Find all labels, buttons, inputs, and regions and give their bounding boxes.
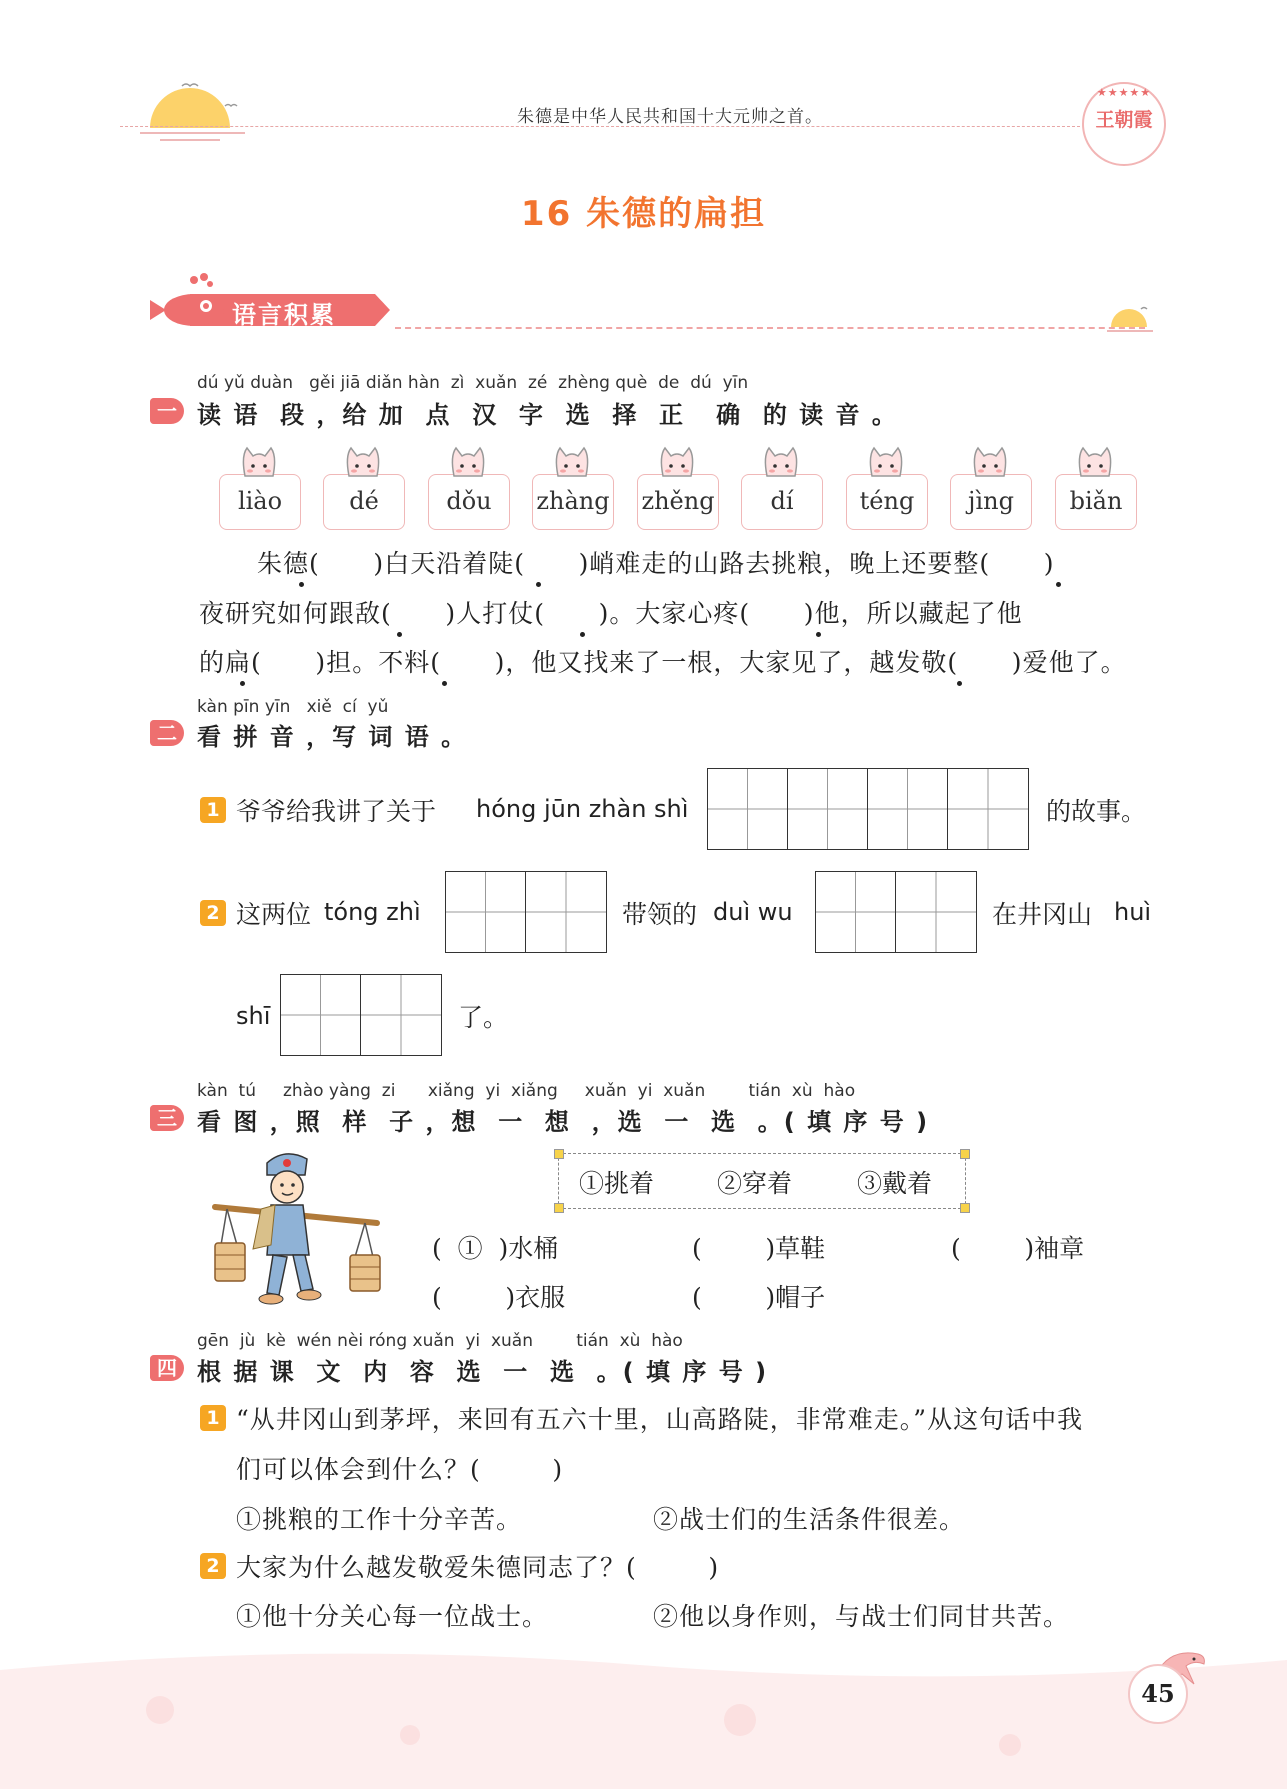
q2-instruction: 看 拼 音 ，写 词 语 。 bbox=[197, 723, 468, 751]
pinyin-card: dé bbox=[323, 474, 405, 530]
q2-item1-pinyin: hóng jūn zhàn shì bbox=[476, 795, 689, 823]
writing-grid[interactable] bbox=[280, 974, 442, 1056]
emphasis-dot bbox=[1056, 582, 1061, 587]
brand-name: 王朝霞 bbox=[1095, 109, 1153, 131]
q3-answer[interactable]: ( )草鞋 bbox=[692, 1234, 826, 1263]
q2-pinyin: kàn pīn yīn xiě cí yǔ bbox=[197, 697, 389, 717]
q2-item2-end: 了。 bbox=[458, 1003, 509, 1032]
q3-pinyin: kàn tú zhào yàng zi xiǎng yi xiǎng xuǎn yi xuǎn tián xù hào bbox=[197, 1081, 856, 1101]
soldier-carrying-buckets-illustration bbox=[205, 1145, 385, 1310]
emphasis-dot bbox=[442, 681, 447, 686]
q3-answer[interactable]: ( )袖章 bbox=[951, 1234, 1085, 1263]
q4-item2-number: 2 bbox=[200, 1553, 226, 1579]
q2-number-badge: 二 bbox=[150, 720, 184, 746]
q1-number-badge: 一 bbox=[150, 398, 184, 424]
q2-item2-pinyin4: shī bbox=[236, 1002, 271, 1030]
q4-item1-number: 1 bbox=[200, 1405, 226, 1431]
writing-cell[interactable] bbox=[948, 769, 1028, 849]
whale-spout-icon bbox=[186, 272, 216, 296]
options-box bbox=[558, 1153, 966, 1209]
writing-cell[interactable] bbox=[788, 769, 868, 849]
pinyin-card: jìng bbox=[950, 474, 1032, 530]
box-corner bbox=[960, 1203, 970, 1213]
q4-item1-line[interactable]: 们可以体会到什么？( ) bbox=[236, 1455, 564, 1484]
writing-cell[interactable] bbox=[816, 872, 896, 952]
brand-logo: ★★★★★ 王朝霞 bbox=[1082, 82, 1166, 166]
emphasis-dot bbox=[816, 632, 821, 637]
q2-item2-pinyin3: huì bbox=[1114, 898, 1152, 926]
q4-item2-option: ②他以身作则，与战士们同甘共苦。 bbox=[653, 1602, 1070, 1631]
q3-number-badge: 三 bbox=[150, 1105, 184, 1131]
pinyin-card: zhàng bbox=[532, 474, 614, 530]
writing-grid[interactable] bbox=[445, 871, 607, 953]
writing-cell[interactable] bbox=[526, 872, 606, 952]
pinyin-card: zhěng bbox=[637, 474, 719, 530]
writing-cell[interactable] bbox=[868, 769, 948, 849]
pinyin-card: dí bbox=[741, 474, 823, 530]
q1-paragraph-line: 的扁( )担。不料( )，他又找来了一根，大家见了，越发敬( )爱他了。 bbox=[199, 648, 1127, 677]
q2-item1-prefix: 爷爷给我讲了关于 bbox=[236, 797, 437, 826]
q4-pinyin: gēn jù kè wén nèi róng xuǎn yi xuǎn tián xù hào bbox=[197, 1331, 683, 1351]
q2-item2-mid: 带领的 bbox=[622, 900, 698, 929]
option-item: ①挑着 bbox=[579, 1169, 655, 1198]
writing-cell[interactable] bbox=[361, 975, 441, 1055]
q3-instruction: 看 图 ，照 样 子 ，想 一 想 ，选 一 选 。( 填 序 号 ) bbox=[197, 1108, 930, 1136]
writing-cell[interactable] bbox=[708, 769, 788, 849]
q2-item2-number: 2 bbox=[200, 900, 226, 926]
writing-cell[interactable] bbox=[896, 872, 976, 952]
q2-item2-suffix: 在井冈山 bbox=[992, 900, 1093, 929]
q4-item1-line: “从井冈山到茅坪，来回有五六十里，山高路陡，非常难走。”从这句话中我 bbox=[236, 1405, 1084, 1434]
emphasis-dot bbox=[397, 632, 402, 637]
q2-item1-suffix: 的故事。 bbox=[1046, 797, 1147, 826]
writing-cell[interactable] bbox=[446, 872, 526, 952]
box-corner bbox=[554, 1203, 564, 1213]
q1-paragraph-line: 夜研究如何跟敌( )人打仗( )。大家心疼( )他，所以藏起了他 bbox=[199, 599, 1023, 628]
section-label: 语言积累 bbox=[232, 301, 336, 329]
q1-pinyin: dú yǔ duàn gěi jiā diǎn hàn zì xuǎn zé zhèng què de dú yīn bbox=[197, 373, 749, 393]
cat-icon-row bbox=[219, 442, 1159, 482]
sun-decoration bbox=[140, 78, 250, 148]
box-corner bbox=[554, 1149, 564, 1159]
q4-item2-line[interactable]: 大家为什么越发敬爱朱德同志了？( ) bbox=[236, 1553, 720, 1582]
q4-instruction: 根 据 课 文 内 容 选 一 选 。( 填 序 号 ) bbox=[197, 1358, 769, 1386]
writing-cell[interactable] bbox=[281, 975, 361, 1055]
page-number: 45 bbox=[1128, 1664, 1188, 1724]
q1-paragraph-line: 朱德( )白天沿着陡( )峭难走的山路去挑粮，晚上还要整( ) bbox=[257, 549, 1055, 578]
q1-instruction: 读 语 段 ，给 加 点 汉 字 选 择 正 确 的 读 音 。 bbox=[197, 401, 898, 429]
q3-answer[interactable]: ( ① )水桶 bbox=[432, 1234, 559, 1263]
emphasis-dot bbox=[299, 582, 304, 587]
q3-answer[interactable]: ( )帽子 bbox=[692, 1283, 826, 1312]
option-item: ②穿着 bbox=[717, 1169, 793, 1198]
emphasis-dot bbox=[536, 582, 541, 587]
emphasis-dot bbox=[957, 681, 962, 686]
q2-item2-pinyin2: duì wu bbox=[713, 898, 793, 926]
emphasis-dot bbox=[240, 681, 245, 686]
q3-answer[interactable]: ( )衣服 bbox=[432, 1283, 566, 1312]
box-corner bbox=[960, 1149, 970, 1159]
small-sun-decoration bbox=[1105, 303, 1155, 339]
header-text: 朱德是中华人民共和国十大元帅之首。 bbox=[517, 107, 823, 127]
q2-item1-number: 1 bbox=[200, 797, 226, 823]
emphasis-dot bbox=[580, 632, 585, 637]
q4-item1-option: ②战士们的生活条件很差。 bbox=[653, 1505, 966, 1534]
q2-item2-prefix: 这两位 bbox=[236, 900, 312, 929]
writing-grid[interactable] bbox=[707, 768, 1029, 850]
pinyin-card: dǒu bbox=[428, 474, 510, 530]
pinyin-card: téng bbox=[846, 474, 928, 530]
q4-item1-option: ①挑粮的工作十分辛苦。 bbox=[236, 1505, 523, 1534]
page-title: 16 朱德的扁担 bbox=[520, 194, 767, 234]
q4-number-badge: 四 bbox=[150, 1355, 184, 1381]
section-divider bbox=[395, 327, 1145, 329]
q4-item2-option: ①他十分关心每一位战士。 bbox=[236, 1602, 549, 1631]
option-item: ③戴着 bbox=[857, 1169, 933, 1198]
q2-item2-pinyin1: tóng zhì bbox=[324, 898, 421, 926]
pinyin-card: liào bbox=[219, 474, 301, 530]
footer-wave bbox=[0, 1640, 1287, 1789]
pinyin-card: biǎn bbox=[1055, 474, 1137, 530]
writing-grid[interactable] bbox=[815, 871, 977, 953]
